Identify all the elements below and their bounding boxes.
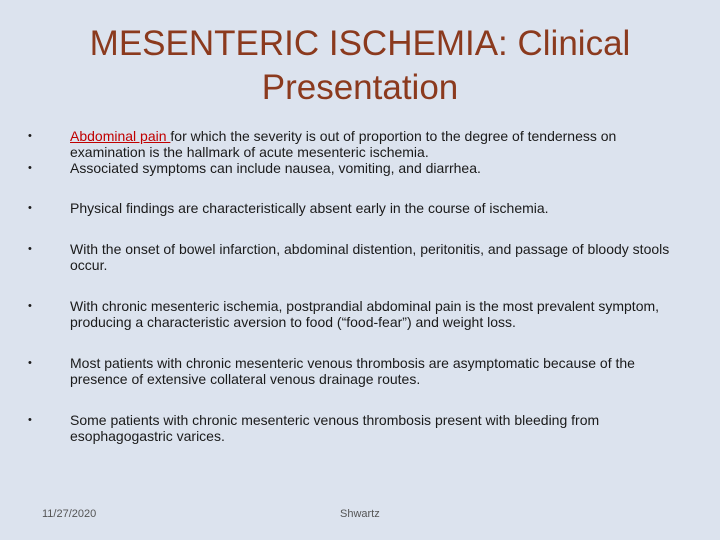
bullet-icon: • xyxy=(28,130,32,142)
footer-author: Shwartz xyxy=(340,508,380,520)
bullet-icon: • xyxy=(28,414,32,426)
bullet-text: With chronic mesenteric ischemia, postprandial abdominal pain is the most prevalent symptom, producing a characteristic aversion to food (“food-fear”) and weight loss. xyxy=(70,298,660,330)
bullet-item-5 xyxy=(28,298,688,330)
bullet-text: With the onset of bowel infarction, abdominal distention, peritonitis, and passage of bloody stools occur. xyxy=(70,241,670,273)
bullet-text: Physical findings are characteristically absent early in the course of ischemia. xyxy=(70,200,549,216)
bullet-item-1 xyxy=(28,128,688,160)
bullet-item-4 xyxy=(28,241,688,273)
bullet-icon: • xyxy=(28,357,32,369)
bullet-icon: • xyxy=(28,202,32,214)
bullet-item-3 xyxy=(28,200,688,216)
footer-date: 11/27/2020 xyxy=(42,508,97,520)
bullet-item-2 xyxy=(28,160,688,176)
bullet-list xyxy=(28,128,688,444)
slide-title-line-2: Presentation xyxy=(261,68,459,107)
bullet-item-6 xyxy=(28,355,688,387)
bullet-icon: • xyxy=(28,162,32,174)
bullet-text: Some patients with chronic mesenteric venous thrombosis present with bleeding from esophagogastric varices. xyxy=(70,412,600,444)
bullet-icon: • xyxy=(28,300,32,312)
highlight-term: Abdominal pain xyxy=(70,128,171,144)
slide-title-line-1: MESENTERIC ISCHEMIA: Clinical xyxy=(89,24,631,63)
bullet-item-7 xyxy=(28,412,688,444)
bullet-icon: • xyxy=(28,243,32,255)
bullet-text: Associated symptoms can include nausea, vomiting, and diarrhea. xyxy=(70,160,481,176)
bullet-text: for which the severity is out of proportion to the degree of tenderness on examination is the hallmark of acute mesenteric ischemia. xyxy=(70,128,617,160)
bullet-text: Most patients with chronic mesenteric venous thrombosis are asymptomatic because of the presence of extensive collateral venous drainage routes. xyxy=(70,355,635,387)
slide-title xyxy=(60,22,660,110)
